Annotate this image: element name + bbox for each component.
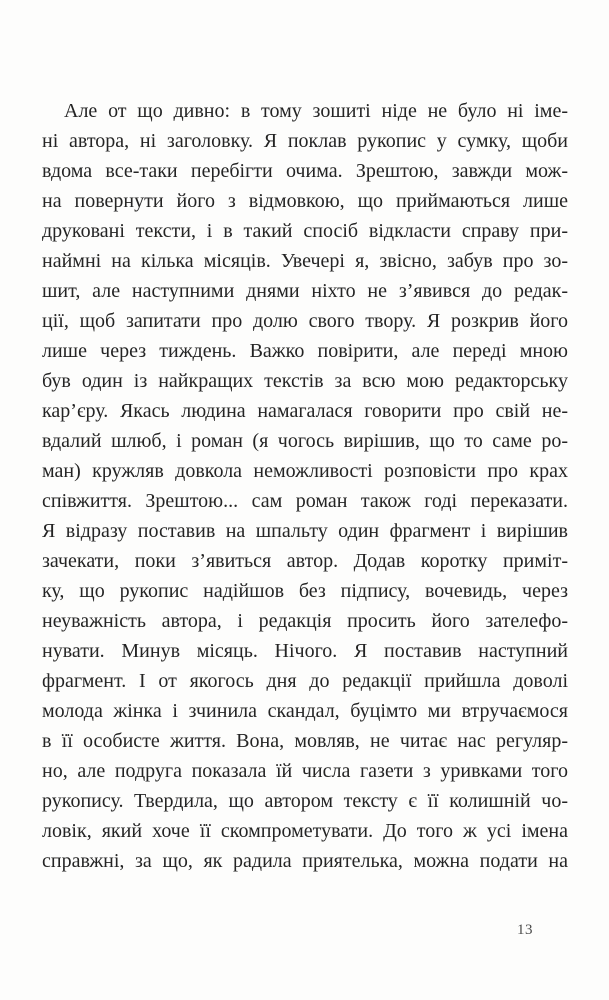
text-line: наймні на кілька місяців. Увечері я, звісно, забув про зо- (42, 250, 568, 272)
text-line: на повернути його з відмовкою, що приймаються лише (42, 190, 568, 212)
text-line: вдалий шлюб, і роман (я чогось вирішив, що то саме ро- (42, 430, 568, 452)
text-line: ловік, який хоче її скомпрометувати. До того ж усі імена (42, 820, 568, 842)
text-line: був один із найкращих текстів за всю мою редакторську (42, 370, 568, 392)
text-line: молода жінка і зчинила скандал, буцімто ми втручаємося (42, 700, 568, 722)
text-line: вдома все-таки перебігти очима. Зрештою, завжди мож- (42, 160, 568, 182)
text-line: ку, що рукопис надійшов без підпису, вочевидь, через (42, 580, 568, 602)
text-line: ні автора, ні заголовку. Я поклав рукопис у сумку, щоби (42, 130, 568, 152)
text-line: співжиття. Зрештою... сам роман також годі переказати. (42, 490, 568, 512)
text-line: неуважність автора, і редакція просить його зателефо- (42, 610, 568, 632)
text-line: шит, але наступними днями ніхто не з’явився до редак- (42, 280, 568, 302)
text-line: Але от що дивно: в тому зошиті ніде не було ні іме- (64, 100, 568, 122)
text-line: кар’єру. Якась людина намагалася говорити про свій не- (42, 400, 568, 422)
text-line: в її особисте життя. Вона, мовляв, не читає нас регуляр- (42, 730, 568, 752)
text-line: фрагмент. І от якогось дня до редакції прийшла доволі (42, 670, 568, 692)
text-line: Я відразу поставив на шпальту один фрагмент і вирішив (42, 520, 568, 542)
text-line: ман) кружляв довкола неможливості розповісти про крах (42, 460, 568, 482)
text-line: рукопису. Твердила, що автором тексту є її колишній чо- (42, 790, 568, 812)
text-line: зачекати, поки з’явиться автор. Додав коротку приміт- (42, 550, 568, 572)
text-line: справжні, за що, як радила приятелька, можна подати на (42, 850, 568, 872)
text-line: друковані тексти, і в такий спосіб відкласти справу при- (42, 220, 568, 242)
text-line: но, але подруга показала їй числа газети з уривками того (42, 760, 568, 782)
text-line: нувати. Минув місяць. Нічого. Я поставив наступний (42, 640, 568, 662)
page-number: 13 (517, 922, 533, 938)
paragraph (42, 96, 568, 876)
text-line: ції, щоб запитати про долю свого твору. Я розкрив його (42, 310, 568, 332)
text-line: лише через тиждень. Важко повірити, але переді мною (42, 340, 568, 362)
